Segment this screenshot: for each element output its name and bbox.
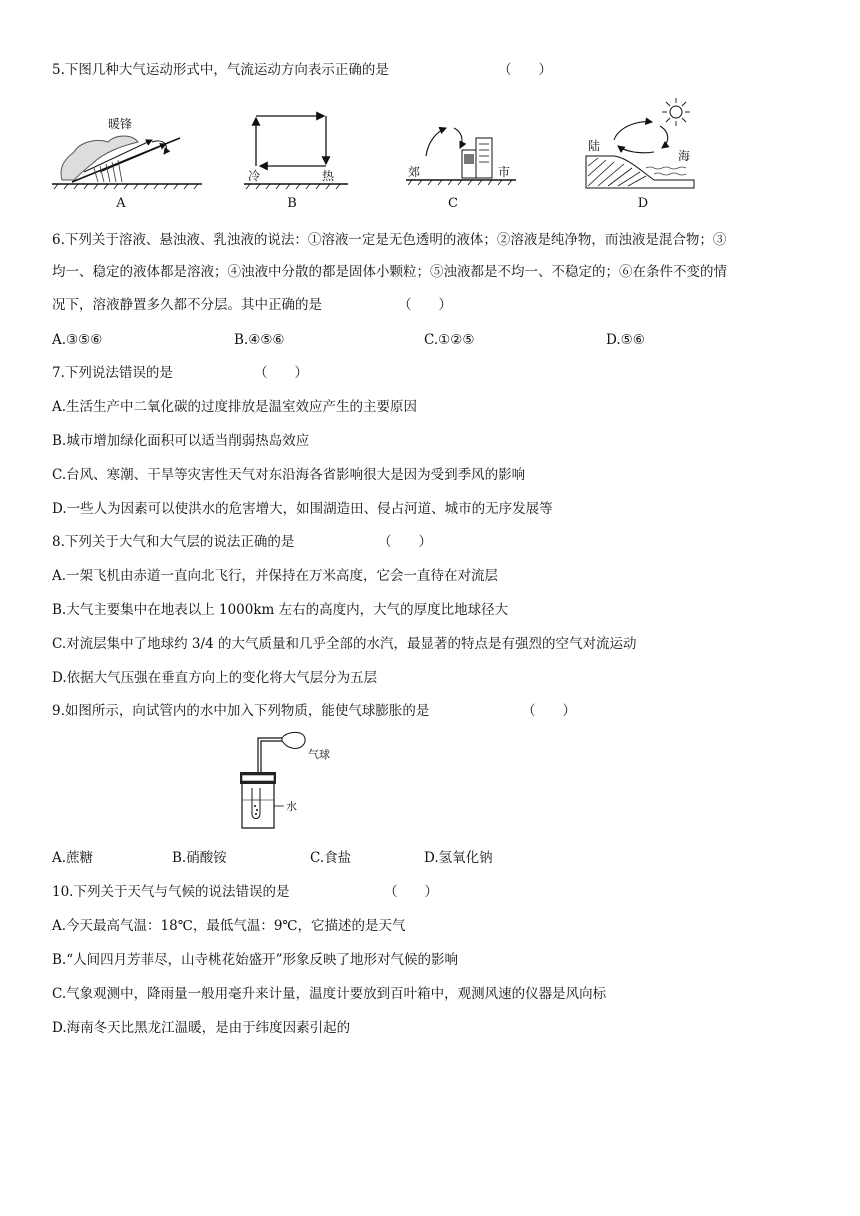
city-label: 市 — [498, 165, 511, 179]
land-label: 陆 — [588, 139, 601, 153]
q5-figure-a-caption: A — [116, 196, 126, 211]
q7-stem: 7.下列说法错误的是 — [52, 365, 173, 381]
q9-figure-test-tube-balloon — [226, 728, 346, 836]
q5-figure-a-warm-front — [52, 112, 202, 190]
q8-option-c: C.对流层集中了地球约 3/4 的大气质量和几乎全部的水汽，最显著的特点是有强烈的空气对流运动 — [52, 636, 637, 652]
water-label: 水 — [286, 800, 297, 813]
q7-answer-paren: （ ） — [254, 365, 308, 381]
hot-label: 热 — [322, 169, 335, 183]
q7-option-a: A.生活生产中二氧化碳的过度排放是温室效应产生的主要原因 — [52, 399, 418, 415]
q6-stem-line-2: 均一、稳定的液体都是溶液；④浊液中分散的都是固体小颗粒；⑤浊液都是不均一、不稳定的；⑥在条件不变的情 — [52, 264, 727, 280]
q6-stem-line-1: 6.下列关于溶液、悬浊液、乳浊液的说法：①溶液一定是无色透明的液体；②溶液是纯净物，而浊液是混合物；③ — [52, 232, 727, 248]
sun-icon — [662, 98, 690, 126]
q5-figure-c-urban-heat-island — [404, 116, 520, 190]
balloon-label: 气球 — [308, 748, 330, 761]
q9-stem: 9.如图所示，向试管内的水中加入下列物质，能使气球膨胀的是 — [52, 703, 430, 719]
q9-option-d: D.氢氧化钠 — [424, 850, 493, 866]
q7-option-c: C.台风、寒潮、干旱等灾害性天气对东沿海各省影响很大是因为受到季风的影响 — [52, 467, 526, 483]
q6-option-a: A.③⑤⑥ — [52, 332, 103, 348]
q6-option-b: B.④⑤⑥ — [234, 332, 285, 348]
q10-stem: 10.下列关于天气与气候的说法错误的是 — [52, 884, 290, 900]
q10-option-a: A.今天最高气温：18℃，最低气温：9℃，它描述的是天气 — [52, 918, 406, 934]
q6-answer-paren: （ ） — [398, 297, 452, 313]
q7-option-b: B.城市增加绿化面积可以适当削弱热岛效应 — [52, 433, 310, 449]
q8-option-a: A.一架飞机由赤道一直向北飞行，并保持在万米高度，它会一直待在对流层 — [52, 568, 499, 584]
q5-figure-b-caption: B — [287, 196, 297, 211]
q5-figure-c-caption: C — [448, 196, 458, 211]
q5-stem: 5.下图几种大气运动形式中，气流运动方向表示正确的是 — [52, 62, 389, 78]
q8-stem: 8.下列关于大气和大气层的说法正确的是 — [52, 534, 295, 550]
q8-option-d: D.依据大气压强在垂直方向上的变化将大气层分为五层 — [52, 670, 378, 686]
balloon-icon — [282, 732, 305, 748]
q10-option-c: C.气象观测中，降雨量一般用毫升来计量，温度计要放到百叶箱中，观测风速的仪器是风向标 — [52, 986, 607, 1002]
sea-label: 海 — [678, 149, 691, 163]
q10-answer-paren: （ ） — [384, 884, 438, 900]
cold-label: 冷 — [248, 169, 261, 183]
q9-answer-paren: （ ） — [522, 703, 576, 719]
q6-option-c: C.①②⑤ — [424, 332, 475, 348]
q6-stem-line-3: 况下，溶液静置多久都不分层。其中正确的是 — [52, 297, 322, 313]
q9-option-a: A.蔗糖 — [52, 850, 94, 866]
q5-figure-b-thermal-circulation — [240, 108, 352, 190]
q10-option-d: D.海南冬天比黑龙江温暖，是由于纬度因素引起的 — [52, 1020, 351, 1036]
q9-option-b: B.硝酸铵 — [172, 850, 227, 866]
q8-answer-paren: （ ） — [378, 534, 432, 550]
q5-answer-paren: （ ） — [498, 62, 552, 78]
small-test-tube-icon — [252, 788, 260, 819]
q8-option-b: B.大气主要集中在地表以上 1000km 左右的高度内，大气的厚度比地球径大 — [52, 602, 509, 618]
warm-front-label: 暖锋 — [108, 117, 133, 131]
q10-option-b: B.“人间四月芳菲尽，山寺桃花始盛开”形象反映了地形对气候的影响 — [52, 952, 459, 968]
q5-figure-d-caption: D — [637, 196, 649, 211]
q9-option-c: C.食盐 — [310, 850, 352, 866]
q5-figure-d-land-sea-breeze — [584, 96, 704, 190]
suburb-label: 郊 — [408, 165, 421, 179]
q6-option-d: D.⑤⑥ — [606, 332, 645, 348]
q7-option-d: D.一些人为因素可以使洪水的危害增大，如围湖造田、侵占河道、城市的无序发展等 — [52, 501, 553, 517]
